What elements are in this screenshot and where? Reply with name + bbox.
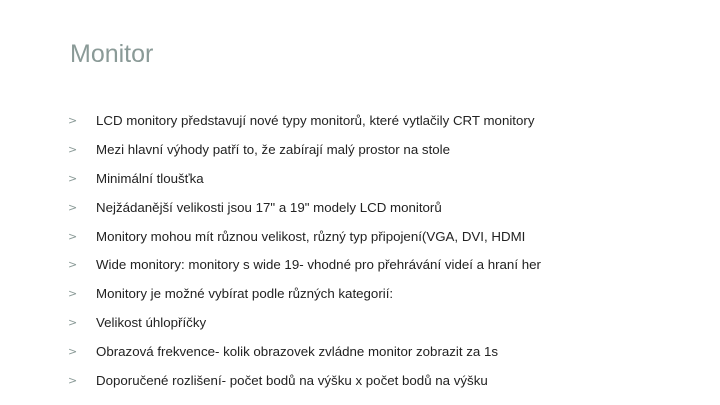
- bullet-marker-icon: >: [68, 200, 78, 214]
- bullet-text: Obrazová frekvence- kolik obrazovek zvládne monitor zobrazit za 1s: [96, 344, 499, 360]
- bullet-marker-icon: >: [68, 142, 78, 156]
- bullet-marker-icon: >: [68, 258, 78, 272]
- bullet-marker-icon: >: [68, 229, 78, 243]
- bullet-text: Monitory je možné vybírat podle různých kategorií:: [96, 286, 394, 302]
- bullet-marker-icon: >: [68, 114, 78, 127]
- bullet-text: Wide monitory: monitory s wide 19- vhodné pro přehrávání videí a hraní her: [96, 257, 541, 273]
- bullet-text: Minimální tloušťka: [96, 170, 204, 186]
- bullet-text: Doporučené rozlišení- počet bodů na výšku x počet bodů na výšku: [96, 373, 488, 389]
- bullet-text: Mezi hlavní výhody patří to, že zabírají malý prostor na stole: [96, 141, 451, 157]
- bullet-text: Monitory mohou mít různou velikost, různý typ připojení(VGA, DVI, HDMI: [96, 228, 526, 244]
- bullet-marker-icon: >: [68, 374, 78, 388]
- bullet-marker-icon: >: [68, 316, 78, 330]
- bullet-text: Nejžádanější velikosti jsou 17" a 19" modely LCD monitorů: [96, 199, 442, 215]
- bullet-text: LCD monitory představují nové typy monitorů, které vytlačily CRT monitory: [96, 113, 535, 128]
- bullet-text: Velikost úhlopříčky: [96, 315, 207, 331]
- bullet-marker-icon: >: [68, 345, 78, 359]
- bullet-marker-icon: >: [68, 287, 78, 301]
- slide-title: Monitor: [70, 40, 154, 68]
- bullet-marker-icon: >: [68, 171, 78, 185]
